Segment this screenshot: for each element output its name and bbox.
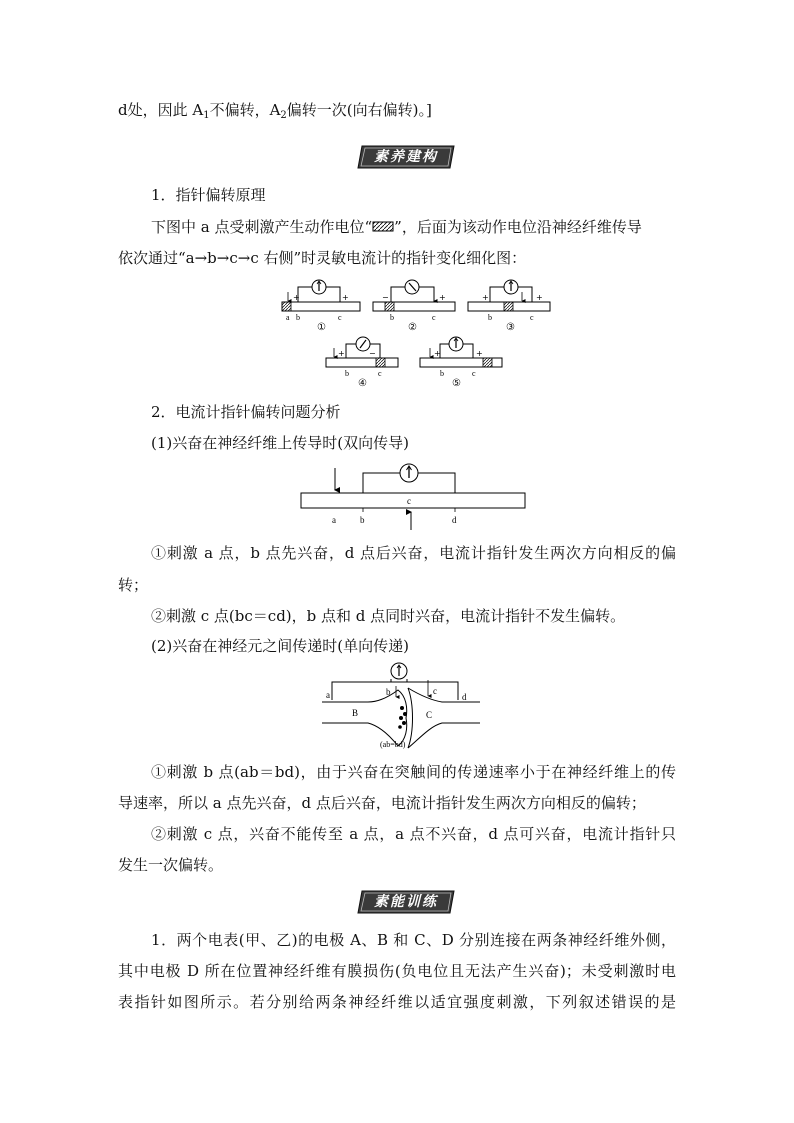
- subscript-2: 2: [280, 110, 287, 121]
- label-c: c: [432, 313, 436, 322]
- section1-heading: 1．指针偏转原理: [151, 186, 266, 204]
- section-badge-suneng: [356, 889, 456, 915]
- panel-number: ②: [408, 322, 417, 333]
- panel-number: ①: [317, 322, 326, 333]
- top-line-part1: d处，因此 A: [118, 101, 204, 119]
- plus-sign: +: [482, 293, 489, 302]
- label-b: b: [390, 313, 394, 322]
- sub2-heading: (2)兴奋在神经元之间传递时(单向传递): [151, 637, 409, 655]
- top-line-part2: 不偏转，A: [209, 101, 281, 119]
- label-b: b: [386, 687, 391, 697]
- label-b: b: [360, 515, 365, 525]
- plus-sign: +: [434, 349, 441, 358]
- label-b: b: [345, 369, 349, 378]
- minus-sign: −: [369, 349, 376, 358]
- question-1-line3: 表指针如图所示。若分别给两条神经纤维以适宜强度刺激，下列叙述错误的是: [118, 993, 676, 1011]
- question-1-line1: 1．两个电表(甲、乙)的电极 A、B 和 C、D 分别连接在两条神经纤维外侧，: [151, 931, 676, 949]
- equality-note: (ab=bd): [380, 740, 406, 749]
- plus-sign: +: [342, 293, 349, 302]
- label-c: c: [530, 313, 534, 322]
- sub1-heading: (1)兴奋在神经纤维上传导时(双向传导): [151, 434, 409, 452]
- label-c: c: [338, 313, 342, 322]
- panel-number: ④: [358, 378, 367, 389]
- paragraph-1-line2: 转；: [118, 576, 149, 594]
- section1-text-line2: 依次通过“a→b→c→c 右侧”时灵敏电流计的指针变化细化图：: [118, 249, 527, 267]
- section1-text-b: ”，后面为该动作电位沿神经纤维传导: [394, 218, 642, 236]
- paragraph-2: ②刺激 c 点(bc＝cd)，b 点和 d 点同时兴奋，电流计指针不发生偏转。: [151, 607, 626, 625]
- label-neuron-b: B: [352, 708, 359, 718]
- top-line-part3: 偏转一次(向右偏转)。]: [286, 101, 432, 119]
- label-neuron-c: C: [426, 710, 433, 720]
- label-a: a: [286, 313, 290, 322]
- badge-label: 素养建构: [374, 149, 438, 165]
- panel-number: ⑤: [452, 378, 461, 389]
- panel-5: [420, 337, 502, 389]
- section1-text-line1: [151, 217, 676, 237]
- subscript-1: 1: [203, 110, 210, 121]
- label-c: c: [433, 686, 437, 696]
- label-b: b: [488, 313, 492, 322]
- panel-3: [468, 280, 550, 333]
- section1-text-a: 下图中 a 点受刺激产生动作电位“: [151, 218, 373, 236]
- label-b: b: [296, 313, 300, 322]
- minus-sign: −: [382, 293, 389, 302]
- section2-heading: 2．电流计指针偏转问题分析: [151, 403, 341, 421]
- paragraph-3-line2: 导速率，所以 a 点先兴奋，d 点后兴奋，电流计指针发生两次方向相反的偏转；: [118, 794, 646, 812]
- panel-1: [282, 280, 360, 333]
- plus-sign: +: [476, 349, 483, 358]
- paragraph-4-line1: ②刺激 c 点，兴奋不能传至 a 点，a 点不兴奋，d 点可兴奋，电流计指针只: [151, 825, 676, 843]
- label-a: a: [326, 690, 330, 700]
- panel-4: [326, 337, 398, 389]
- plus-sign: +: [338, 349, 345, 358]
- figure-synapse: [318, 660, 484, 750]
- label-a: a: [332, 515, 336, 525]
- plus-sign: +: [293, 293, 300, 302]
- paragraph-3-line1: ①刺激 b 点(ab＝bd)，由于兴奋在突触间的传递速率小于在神经纤维上的传: [151, 763, 676, 781]
- panel-2: [373, 280, 455, 333]
- label-d: d: [452, 515, 457, 525]
- label-c: c: [378, 369, 382, 378]
- label-c: c: [472, 369, 476, 378]
- figure-nerve-fiber: [295, 460, 535, 532]
- figure-pointer-deflection: [270, 272, 560, 390]
- section-badge-suyang: [356, 144, 456, 170]
- plus-sign: +: [536, 293, 543, 302]
- paragraph-1-line1: ①刺激 a 点，b 点先兴奋，d 点后兴奋，电流计指针发生两次方向相反的偏: [151, 544, 676, 562]
- plus-sign: +: [439, 293, 446, 302]
- paragraph-4-line2: 发生一次偏转。: [118, 856, 224, 874]
- label-c: c: [407, 496, 411, 506]
- label-d: d: [462, 692, 467, 702]
- question-1-line2: 其中电极 D 所在位置神经纤维有膜损伤(负电位且无法产生兴奋)；未受刺激时电: [118, 962, 676, 980]
- action-potential-hatch-icon: [372, 221, 394, 233]
- badge-label: 素能训练: [374, 894, 438, 910]
- top-line: [118, 100, 676, 120]
- label-b: b: [440, 369, 444, 378]
- panel-number: ③: [506, 322, 515, 333]
